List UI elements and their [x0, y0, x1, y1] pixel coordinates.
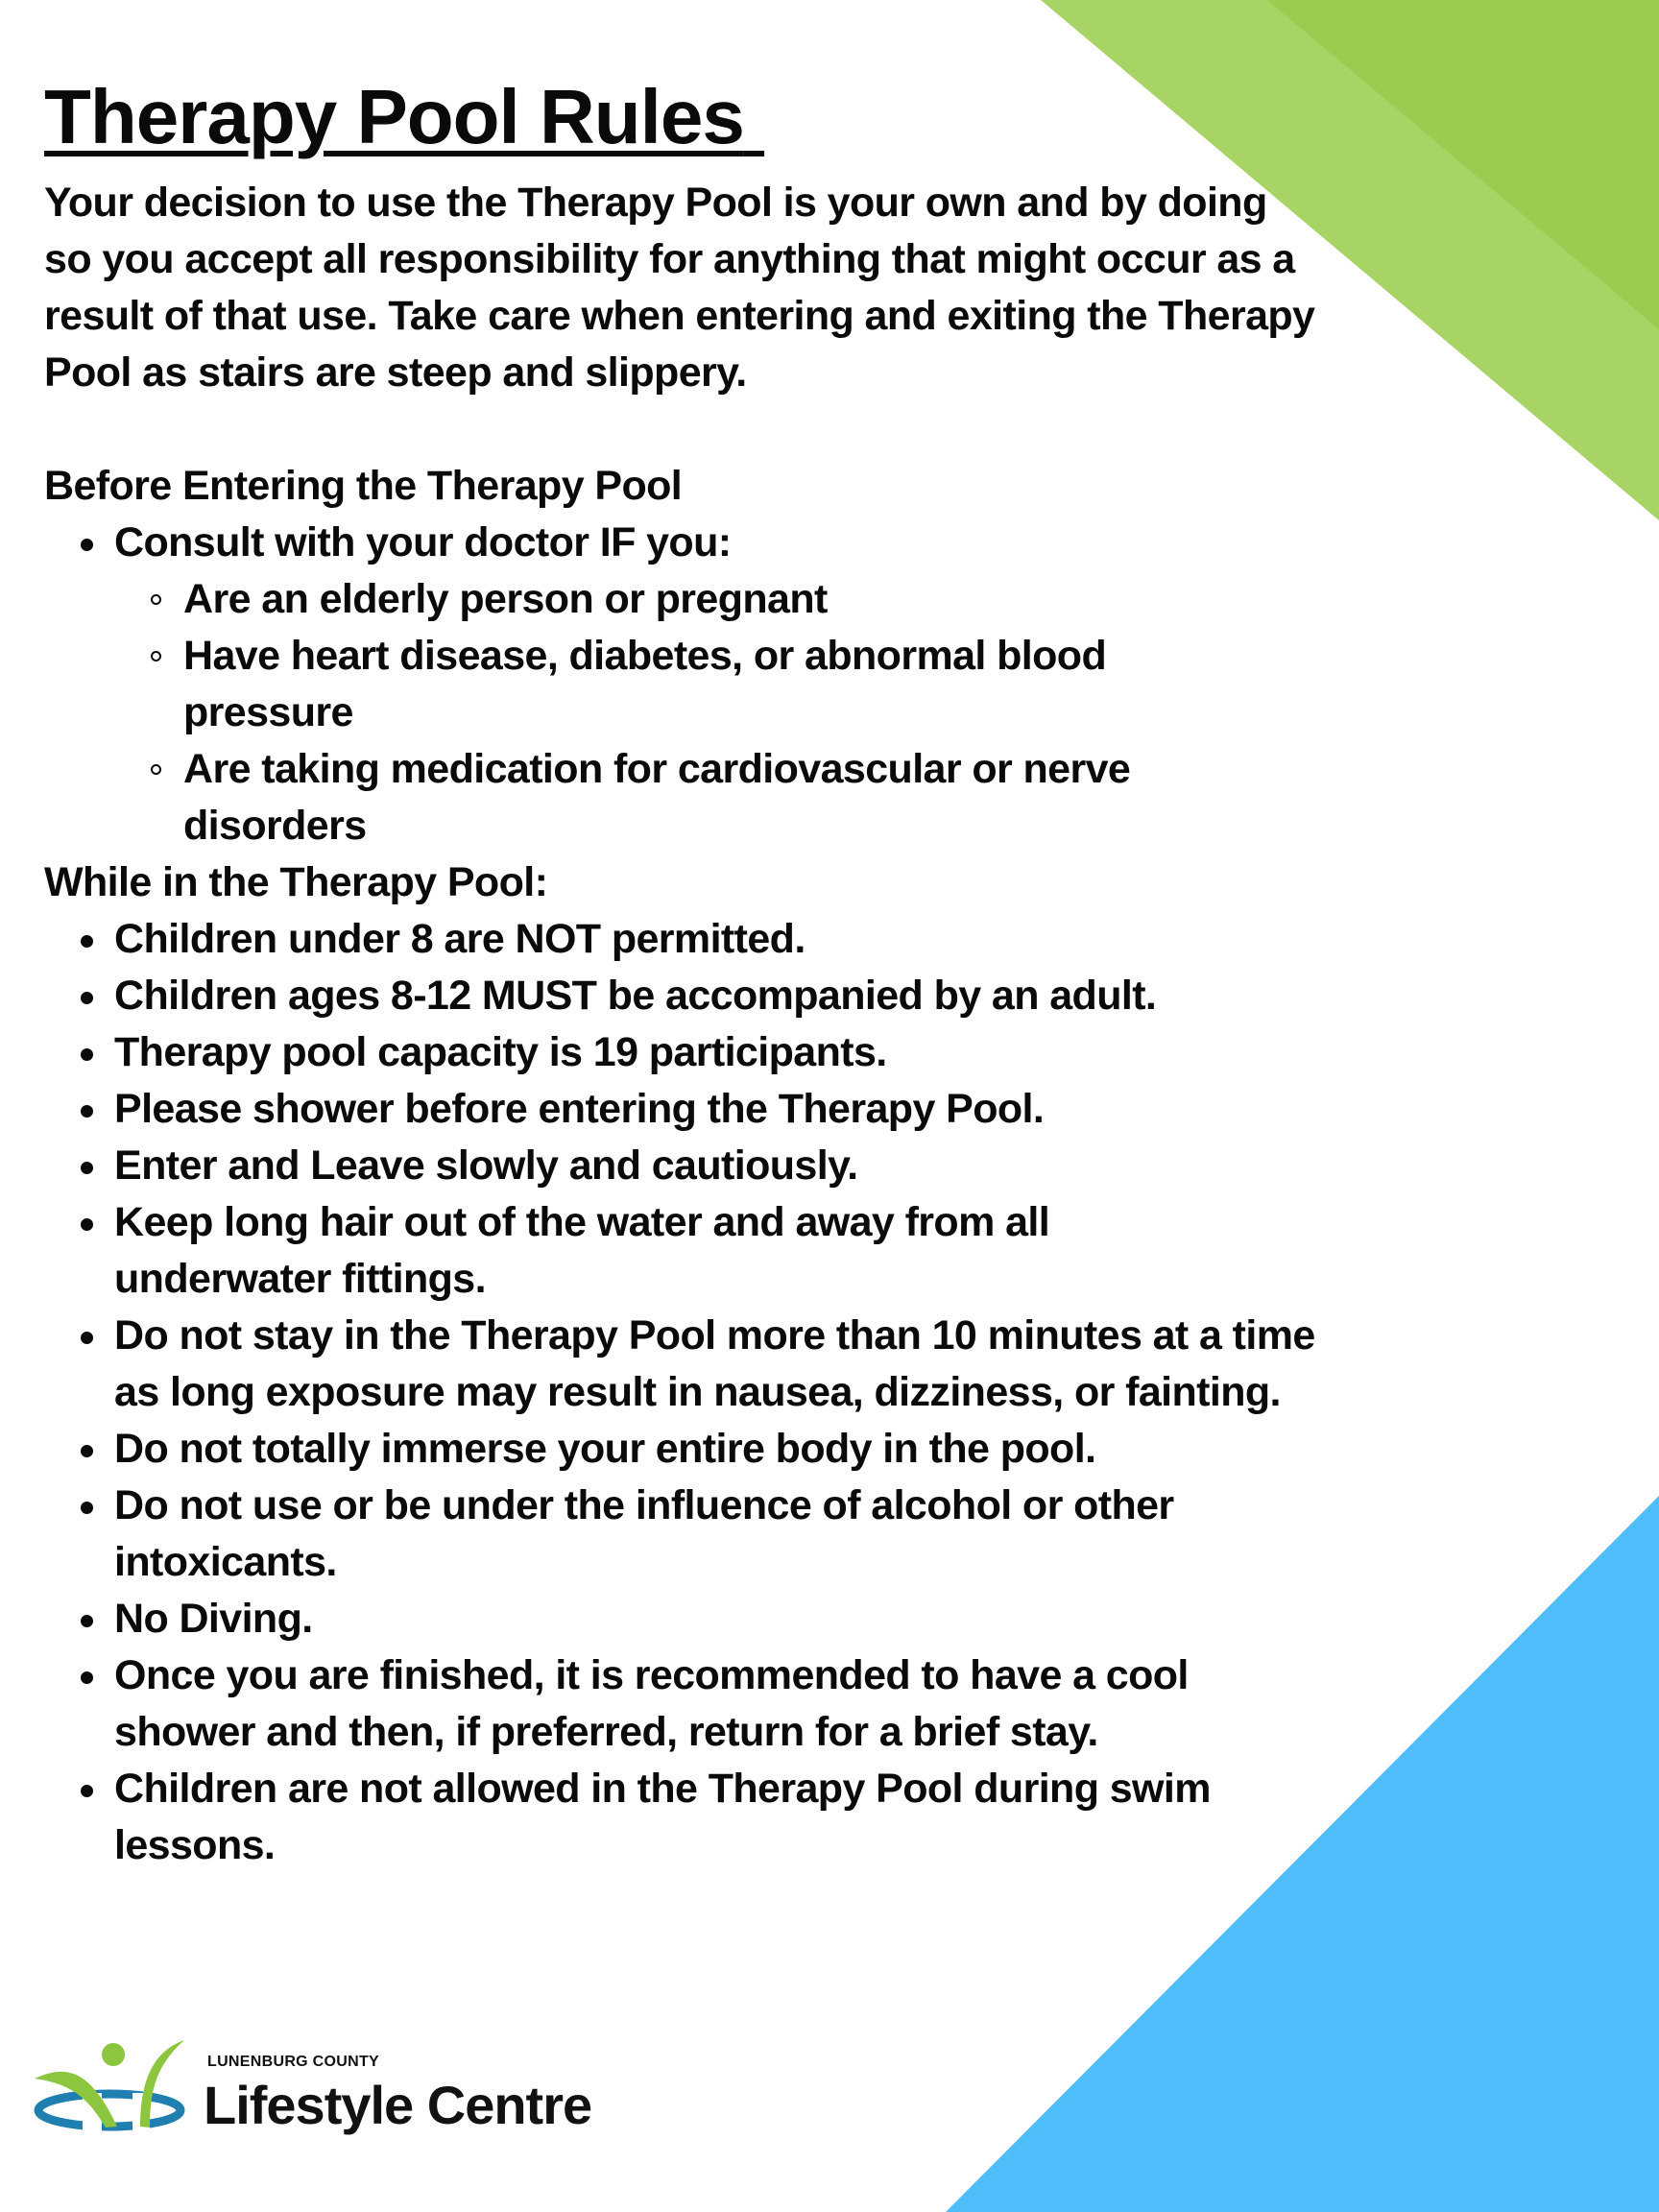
- list-item: Children under 8 are NOT permitted.: [44, 911, 1321, 968]
- sub-list: [114, 571, 1350, 854]
- list-item-text: Consult with your doctor IF you:: [114, 519, 732, 565]
- list-item: Do not use or be under the influence of alcohol or other intoxicants.: [44, 1478, 1266, 1591]
- before-heading: Before Entering the Therapy Pool: [44, 463, 683, 509]
- list-item: Please shower before entering the Therapy Pool.: [44, 1081, 1321, 1138]
- sub-list-item: Are an elderly person or pregnant: [44, 571, 1350, 628]
- logo-figure-icon: [33, 2035, 196, 2141]
- before-list: [44, 515, 1350, 854]
- list-item: Do not totally immerse your entire body in the pool.: [44, 1421, 1321, 1478]
- page-title: Therapy Pool Rules: [44, 74, 744, 159]
- logo-name-text: Lifestyle Centre: [204, 2075, 592, 2135]
- list-item: No Diving.: [44, 1591, 1321, 1647]
- rules-document: [44, 69, 1350, 1874]
- sub-list-item: Are taking medication for cardiovascular or nerve disorders: [44, 741, 1220, 854]
- while-heading: While in the Therapy Pool:: [44, 859, 548, 905]
- lifestyle-centre-logo: [33, 2035, 592, 2141]
- list-item: Once you are finished, it is recommended to have a cool shower and then, if preferred, return for a brief stay.: [44, 1647, 1314, 1761]
- logo-county-text: LUNENBURG COUNTY: [207, 2054, 380, 2070]
- while-list: [44, 911, 1321, 1874]
- intro-paragraph: Your decision to use the Therapy Pool is your own and by doing so you accept all responsibility for anything that might occur as a result of that use. Take care when entering and exiting the Therapy Pool as stairs are steep and slippery.: [44, 180, 1315, 396]
- list-item: Children are not allowed in the Therapy Pool during swim lessons.: [44, 1761, 1334, 1874]
- list-item: Enter and Leave slowly and cautiously.: [44, 1138, 1321, 1194]
- list-item: Do not stay in the Therapy Pool more than 10 minutes at a time as long exposure may result in nausea, dizziness, or fainting.: [44, 1308, 1362, 1421]
- list-item: Therapy pool capacity is 19 participants.: [44, 1024, 1321, 1081]
- list-item: Children ages 8-12 MUST be accompanied by an adult.: [44, 968, 1321, 1024]
- spacer: [44, 401, 1350, 458]
- sub-list-item: Have heart disease, diabetes, or abnormal blood pressure: [44, 628, 1220, 741]
- list-item: [44, 515, 1350, 854]
- list-item: Keep long hair out of the water and away from all underwater fittings.: [44, 1194, 1170, 1308]
